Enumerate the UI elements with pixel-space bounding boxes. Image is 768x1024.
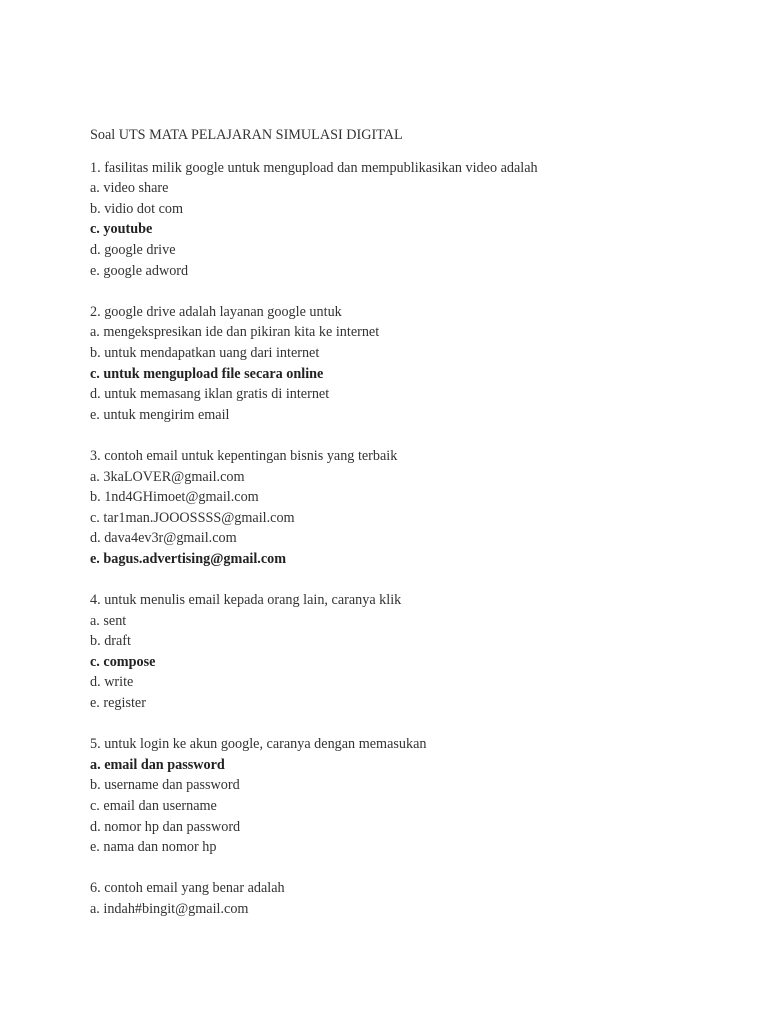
question-text: 4. untuk menulis email kepada orang lain, caranya klik (90, 592, 402, 609)
question-block (90, 302, 730, 426)
answer-option: b. username dan password (90, 777, 240, 794)
question-block (90, 158, 730, 282)
document-title: Soal UTS MATA PELAJARAN SIMULASI DIGITAL (90, 127, 403, 143)
correct-answer-option: c. youtube (90, 221, 153, 238)
question-list (90, 158, 730, 920)
correct-answer-option: a. email dan password (90, 756, 225, 773)
answer-option: e. register (90, 695, 146, 712)
question-block (90, 878, 730, 919)
answer-option: e. untuk mengirim email (90, 406, 230, 423)
answer-option: b. untuk mendapatkan uang dari internet (90, 344, 320, 361)
question-text: 6. contoh email yang benar adalah (90, 880, 285, 897)
answer-option: d. write (90, 674, 134, 691)
answer-option: d. nomor hp dan password (90, 818, 241, 835)
answer-option: d. google drive (90, 241, 176, 258)
answer-option: a. 3kaLOVER@gmail.com (90, 468, 245, 485)
answer-option: e. google adword (90, 262, 189, 279)
answer-option: a. indah#bingit@gmail.com (90, 900, 249, 917)
answer-option: c. tar1man.JOOOSSSS@gmail.com (90, 509, 295, 526)
question-text: 2. google drive adalah layanan google untuk (90, 303, 342, 320)
question-block (90, 590, 730, 714)
answer-option: b. vidio dot com (90, 200, 184, 217)
answer-option: c. email dan username (90, 798, 217, 814)
question-block (90, 446, 730, 570)
answer-option: d. untuk memasang iklan gratis di internet (90, 386, 330, 403)
answer-option: b. draft (90, 633, 131, 650)
question-text: 1. fasilitas milik google untuk mengupload dan mempublikasikan video adalah (90, 159, 538, 176)
answer-option: d. dava4ev3r@gmail.com (90, 530, 237, 547)
question-text: 3. contoh email untuk kepentingan bisnis yang terbaik (90, 447, 398, 464)
answer-option: a. sent (90, 612, 127, 629)
question-text: 5. untuk login ke akun google, caranya dengan memasukan (90, 736, 427, 753)
document-content (90, 125, 730, 940)
correct-answer-option: c. untuk mengupload file secara online (90, 365, 324, 382)
answer-option: b. 1nd4GHimoet@gmail.com (90, 489, 259, 506)
correct-answer-option: c. compose (90, 653, 156, 670)
answer-option: e. nama dan nomor hp (90, 839, 217, 856)
correct-answer-option: e. bagus.advertising@gmail.com (90, 550, 287, 567)
answer-option: a. video share (90, 180, 169, 197)
answer-option: a. mengekspresikan ide dan pikiran kita ke internet (90, 324, 380, 341)
question-block (90, 734, 730, 858)
